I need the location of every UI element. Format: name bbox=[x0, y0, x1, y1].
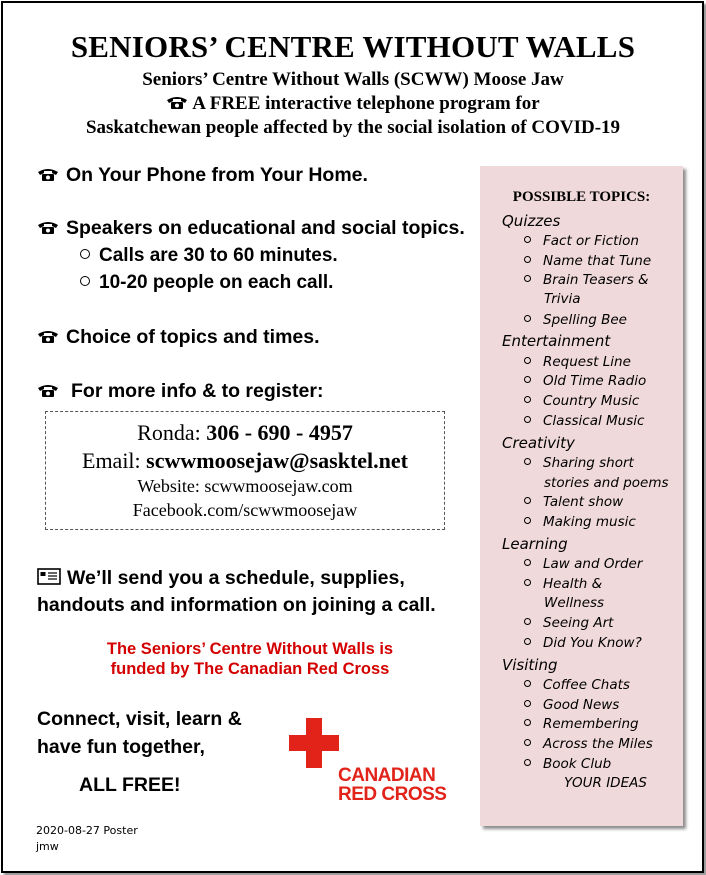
email-line bbox=[46, 448, 444, 474]
list-item-label: Book Club bbox=[543, 756, 612, 772]
list-item-label: Fact or Fiction bbox=[543, 233, 639, 249]
point-2-sub-2-text: 10-20 people on each call. bbox=[99, 272, 334, 293]
telephone-icon bbox=[37, 329, 59, 344]
telephone-icon bbox=[37, 383, 59, 398]
list-item bbox=[524, 576, 602, 592]
list-item-label: Brain Teasers & bbox=[543, 272, 649, 288]
point-2-sub-2 bbox=[80, 272, 333, 294]
list-item-label: Talent show bbox=[543, 494, 624, 510]
telephone-icon bbox=[37, 220, 59, 235]
schedule-line-1 bbox=[37, 567, 405, 590]
point-3 bbox=[37, 326, 320, 349]
closing-line-1: Connect, visit, learn & bbox=[37, 708, 242, 730]
red-cross-wordmark bbox=[338, 766, 446, 804]
point-3-text: Choice of topics and times. bbox=[66, 326, 320, 348]
bullet-circle bbox=[80, 276, 90, 286]
list-item bbox=[524, 756, 611, 772]
list-item-label: Seeing Art bbox=[543, 615, 614, 631]
list-item bbox=[524, 455, 634, 471]
email-address[interactable]: scwwmoosejaw@sasktel.net bbox=[146, 448, 408, 473]
list-item-label: Making music bbox=[543, 514, 636, 530]
topics-panel bbox=[480, 166, 683, 826]
subtitle-line2 bbox=[0, 93, 706, 115]
category-quizzes: Quizzes bbox=[502, 212, 561, 230]
red-cross-line-2: RED CROSS bbox=[338, 784, 447, 805]
list-item bbox=[524, 312, 627, 328]
closing-line-2: have fun together, bbox=[37, 736, 205, 758]
subtitle-line2-text: A FREE interactive telephone program for bbox=[192, 93, 540, 114]
list-item bbox=[524, 354, 631, 370]
list-item-label: Name that Tune bbox=[543, 253, 652, 269]
website-line[interactable]: Website: scwwmoosejaw.com bbox=[137, 476, 353, 496]
list-item-label: Country Music bbox=[543, 393, 640, 409]
list-item bbox=[524, 413, 644, 429]
closing-line-3: ALL FREE! bbox=[79, 774, 181, 796]
list-item-label: Health & bbox=[543, 576, 603, 592]
point-1 bbox=[37, 164, 368, 187]
list-item-continued: Wellness bbox=[544, 595, 605, 611]
list-item bbox=[524, 494, 623, 510]
subtitle: Seniors’ Centre Without Walls (SCWW) Moose Jaw bbox=[142, 69, 564, 90]
list-item-label: Request Line bbox=[543, 354, 631, 370]
list-item-label: Coffee Chats bbox=[543, 677, 630, 693]
list-item bbox=[524, 514, 636, 530]
list-item bbox=[524, 615, 613, 631]
list-item bbox=[524, 635, 642, 651]
envelope-icon bbox=[37, 568, 61, 585]
red-cross-line-1: CANADIAN bbox=[338, 765, 436, 786]
funding-line-2: funded by The Canadian Red Cross bbox=[110, 660, 390, 678]
list-item bbox=[524, 677, 630, 693]
point-2-sub-1 bbox=[80, 245, 338, 267]
footer-date: 2020-08-27 Poster bbox=[36, 824, 138, 837]
bullet-circle bbox=[80, 249, 90, 259]
point-1-text: On Your Phone from Your Home. bbox=[66, 164, 368, 186]
phone-label: Ronda: bbox=[137, 420, 207, 445]
page-title: SENIORS’ CENTRE WITHOUT WALLS bbox=[70, 29, 636, 64]
your-ideas: YOUR IDEAS bbox=[564, 775, 647, 791]
list-item bbox=[524, 272, 649, 288]
list-item bbox=[524, 373, 646, 389]
point-2-text: Speakers on educational and social topics. bbox=[66, 217, 465, 239]
list-item bbox=[524, 233, 639, 249]
contact-box bbox=[45, 411, 445, 530]
phone-line bbox=[46, 420, 444, 446]
point-4 bbox=[37, 380, 323, 403]
category-entertainment: Entertainment bbox=[502, 332, 611, 350]
phone-number[interactable]: 306 - 690 - 4957 bbox=[206, 420, 353, 445]
schedule-line-2: handouts and information on joining a call. bbox=[37, 594, 436, 616]
list-item-label: Across the Miles bbox=[543, 736, 653, 752]
facebook-line[interactable]: Facebook.com/scwwmoosejaw bbox=[132, 500, 358, 520]
category-visiting: Visiting bbox=[502, 656, 558, 674]
point-2 bbox=[37, 217, 465, 240]
list-item-label: Did You Know? bbox=[543, 635, 642, 651]
list-item-label: Sharing short bbox=[543, 455, 634, 471]
list-item-label: Good News bbox=[543, 697, 620, 713]
list-item-continued: stories and poems bbox=[544, 475, 669, 491]
list-item-label: Classical Music bbox=[543, 413, 645, 429]
list-item bbox=[524, 697, 619, 713]
schedule-text-1: We’ll send you a schedule, supplies, bbox=[67, 567, 405, 589]
list-item bbox=[524, 253, 651, 269]
list-item-label: Spelling Bee bbox=[543, 312, 627, 328]
list-item-label: Law and Order bbox=[543, 556, 643, 572]
telephone-icon bbox=[166, 95, 188, 110]
telephone-icon bbox=[37, 167, 59, 182]
funding-line-1: The Seniors’ Centre Without Walls is bbox=[106, 640, 394, 658]
list-item bbox=[524, 556, 642, 572]
footer-initials: jmw bbox=[36, 840, 59, 853]
topics-title: POSSIBLE TOPICS: bbox=[512, 189, 651, 205]
subtitle-line3: Saskatchewan people affected by the social isolation of COVID-19 bbox=[85, 117, 621, 138]
list-item-continued: Trivia bbox=[544, 291, 581, 307]
category-creativity: Creativity bbox=[502, 434, 575, 452]
email-label: Email: bbox=[82, 448, 147, 473]
list-item-label: Old Time Radio bbox=[543, 373, 647, 389]
list-item bbox=[524, 716, 639, 732]
point-2-sub-1-text: Calls are 30 to 60 minutes. bbox=[99, 245, 338, 266]
list-item bbox=[524, 393, 639, 409]
point-4-text: For more info & to register: bbox=[71, 380, 324, 402]
list-item-label: Remembering bbox=[543, 716, 639, 732]
category-learning: Learning bbox=[502, 535, 568, 553]
list-item bbox=[524, 736, 653, 752]
red-cross-logo-icon bbox=[289, 718, 339, 768]
